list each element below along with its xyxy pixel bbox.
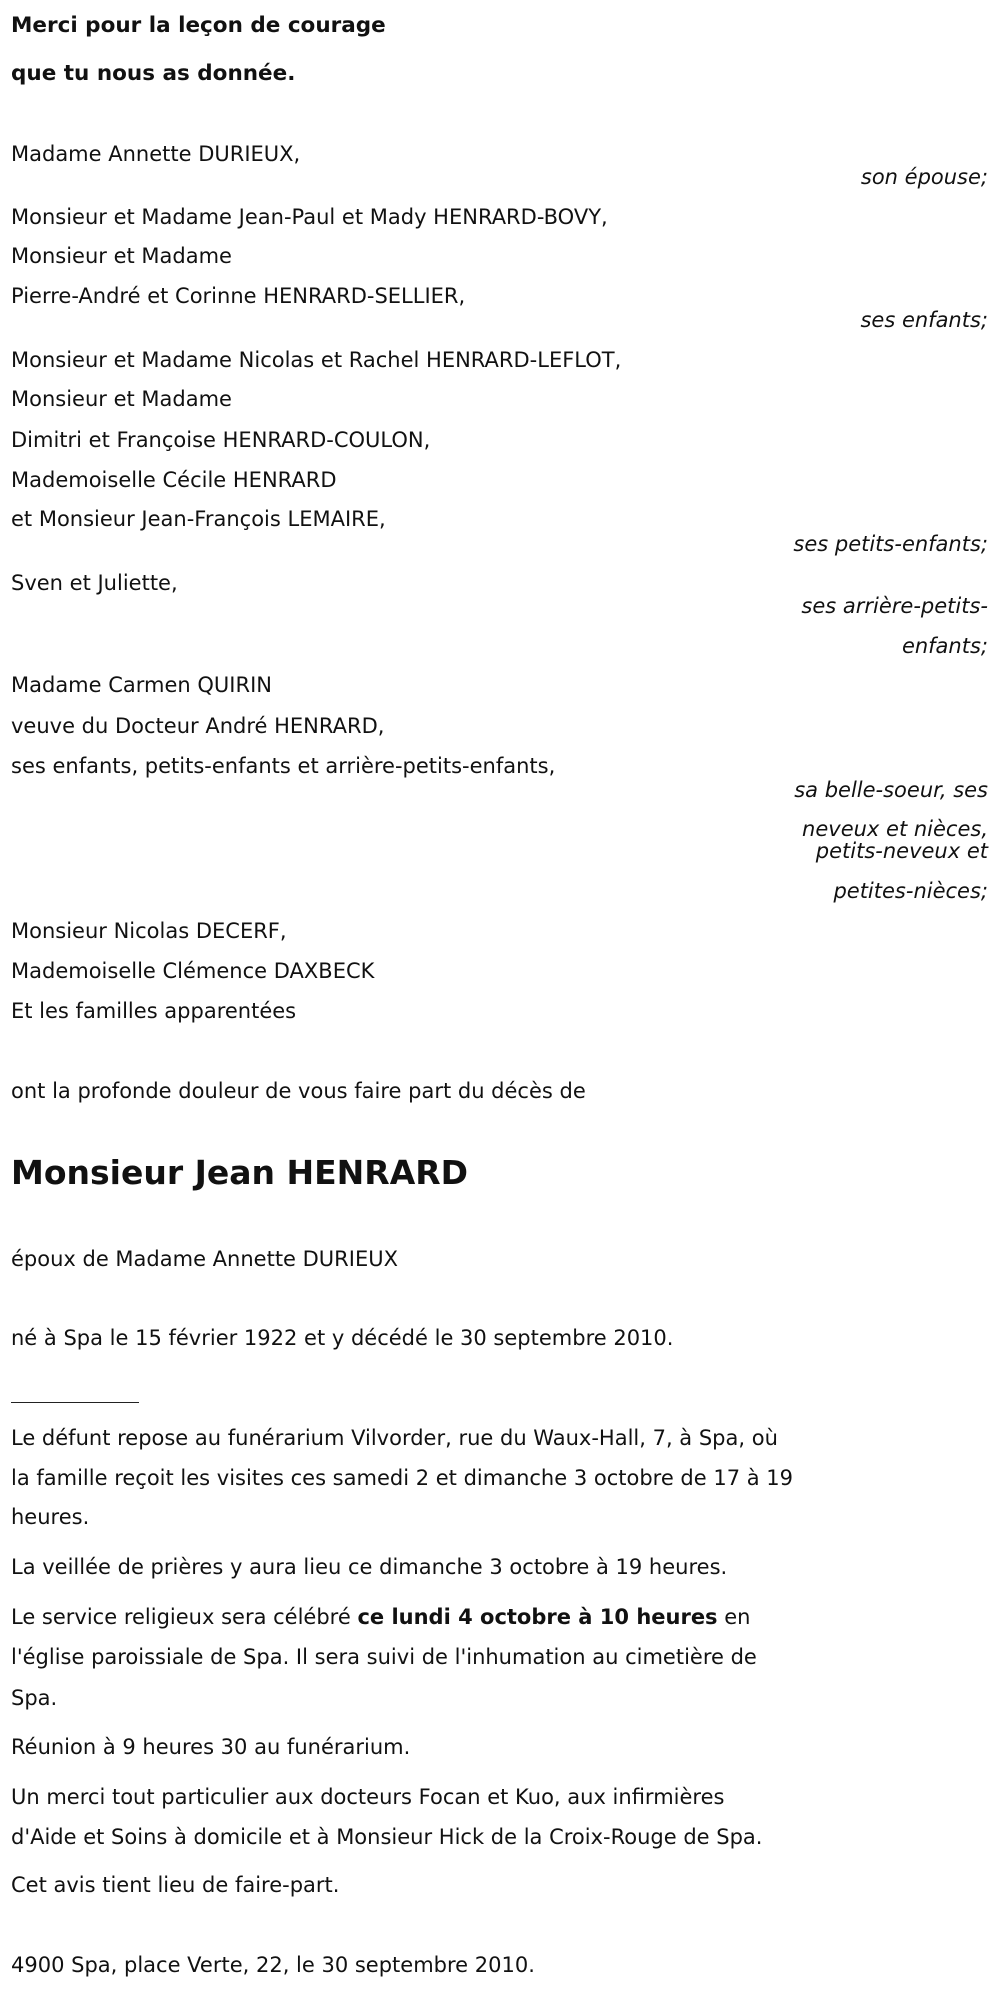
deceased-name: Monsieur Jean HENRARD [11,1153,469,1192]
detail-line: d'Aide et Soins à domicile et à Monsieur Hick de la Croix-Rouge de Spa. [11,1825,763,1849]
divider [11,1402,139,1403]
family-line: ses enfants, petits-enfants et arrière-petits-enfants, [11,754,556,778]
detail-line: la famille reçoit les visites ces samedi 2 et dimanche 3 octobre de 17 à 19 [11,1466,794,1490]
family-role: ses arrière-petits- [801,594,988,618]
family-line: Mademoiselle Clémence DAXBECK [11,959,375,983]
heading-line: que tu nous as donnée. [11,61,296,86]
detail-line: heures. [11,1505,90,1529]
detail-line: Spa. [11,1686,58,1710]
detail-line: l'église paroissiale de Spa. Il sera suivi de l'inhumation au cimetière de [11,1645,757,1669]
family-line: Monsieur et Madame [11,244,232,268]
detail-line: Cet avis tient lieu de faire-part. [11,1873,340,1897]
heading-line: Merci pour la leçon de courage [11,13,386,38]
family-line: Monsieur Nicolas DECERF, [11,919,287,943]
family-line: Et les familles apparentées [11,999,297,1023]
family-line: Monsieur et Madame Jean-Paul et Mady HENRARD-BOVY, [11,205,608,229]
family-line: Madame Carmen QUIRIN [11,673,272,697]
birth-death: né à Spa le 15 février 1922 et y décédé le 30 septembre 2010. [11,1326,674,1350]
family-role: son épouse; [860,165,988,189]
family-line: Sven et Juliette, [11,571,178,595]
family-role: ses enfants; [860,308,988,332]
detail-line: Un merci tout particulier aux docteurs Focan et Kuo, aux infirmières [11,1785,725,1809]
family-role: enfants; [901,634,988,658]
family-role: petites-nièces; [833,879,988,903]
service-text: Le service religieux sera célébré [11,1605,358,1629]
family-role: petits-neveux et [815,839,988,863]
service-line [11,1602,750,1632]
service-text: en [717,1605,751,1629]
family-role: ses petits-enfants; [793,532,988,556]
family-line: Pierre-André et Corinne HENRARD-SELLIER, [11,284,466,308]
family-line: Mademoiselle Cécile HENRARD [11,468,337,492]
family-role: neveux et nièces, [802,817,988,841]
spouse-of: époux de Madame Annette DURIEUX [11,1247,398,1271]
detail-line: La veillée de prières y aura lieu ce dimanche 3 octobre à 19 heures. [11,1555,728,1579]
family-line: veuve du Docteur André HENRARD, [11,714,385,738]
detail-line: Réunion à 9 heures 30 au funérarium. [11,1735,411,1759]
service-time: ce lundi 4 octobre à 10 heures [357,1605,718,1629]
family-line: Monsieur et Madame [11,387,232,411]
address-date: 4900 Spa, place Verte, 22, le 30 septembre 2010. [11,1953,535,1977]
announcement: ont la profonde douleur de vous faire part du décès de [11,1079,586,1103]
family-line: Monsieur et Madame Nicolas et Rachel HENRARD-LEFLOT, [11,348,622,372]
family-role: sa belle-soeur, ses [794,778,988,802]
family-line: Dimitri et Françoise HENRARD-COULON, [11,428,431,452]
family-line: et Monsieur Jean-François LEMAIRE, [11,507,386,531]
family-line: Madame Annette DURIEUX, [11,142,301,166]
detail-line: Le défunt repose au funérarium Vilvorder, rue du Waux-Hall, 7, à Spa, où [11,1426,778,1450]
